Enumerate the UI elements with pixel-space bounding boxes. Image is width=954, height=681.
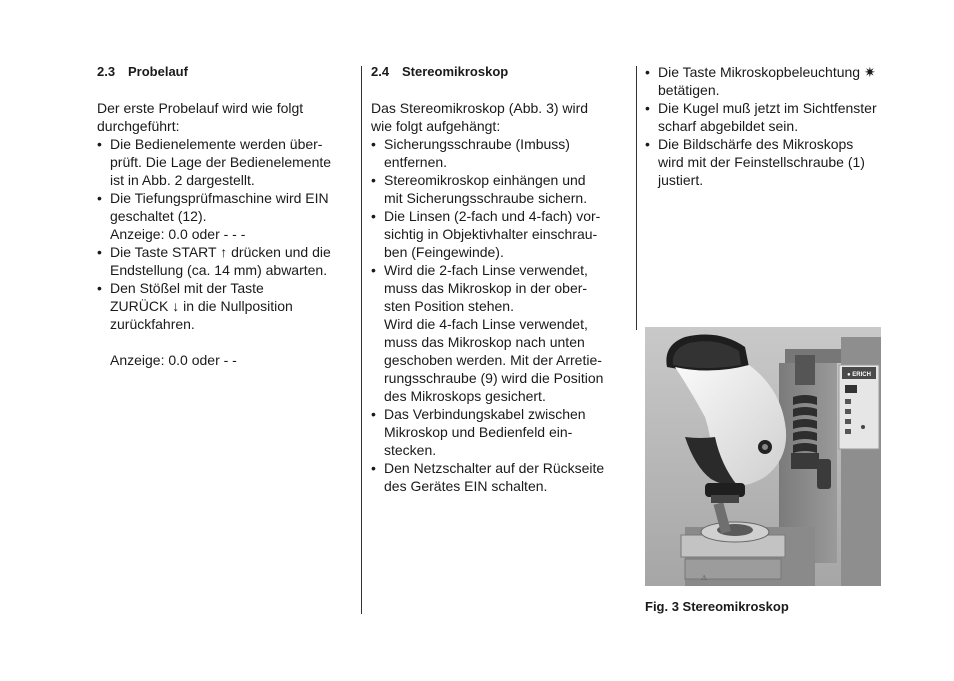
section-heading-stereomikroskop: 2.4 Stereomikroskop [371, 64, 509, 79]
column-stereomikroskop [371, 63, 623, 495]
section-heading-probelauf: 2.3 Probelauf [97, 64, 188, 79]
column-divider [636, 66, 637, 330]
list-item: • Die Taste START ↑ drücken und die Endstellung (ca. 14 mm) abwarten. [97, 244, 331, 278]
stereomicroscope-illustration [645, 327, 881, 586]
svg-text:⚠: ⚠ [701, 575, 708, 582]
list-item: • Die Linsen (2-fach und 4-fach) vor- sichtig in Objektivhalter einschrau- ben (Feingewinde). [371, 208, 601, 260]
brand-logo: ● ERICH [847, 372, 871, 378]
list-item: • Die Tiefungsprüfmaschine wird EIN geschaltet (12). Anzeige: 0.0 oder - - - [97, 190, 329, 242]
figure-caption: Fig. 3 Stereomikroskop [645, 599, 789, 614]
list-item: • Den Netzschalter auf der Rückseite des Gerätes EIN schalten. [371, 460, 605, 494]
column-probelauf [97, 63, 347, 369]
intro-paragraph: Das Stereomikroskop (Abb. 3) wird wie folgt aufgehängt: [371, 100, 589, 134]
list-item: • Die Kugel muß jetzt im Sichtfenster scharf abgebildet sein. [645, 100, 877, 134]
list-item: • Das Verbindungskabel zwischen Mikroskop und Bedienfeld ein- stecken. [371, 406, 586, 458]
list-item: • Die Taste Mikroskopbeleuchtung ✷ betätigen. [645, 64, 876, 98]
column-divider [361, 66, 362, 614]
list-item: • Stereomikroskop einhängen und mit Sicherungsschraube sichern. [371, 172, 588, 206]
list-item: • Sicherungsschraube (Imbuss) entfernen. [371, 136, 570, 170]
list-item: • Die Bildschärfe des Mikroskops wird mit der Feinstellschraube (1) justiert. [645, 136, 865, 188]
column-continued [645, 63, 895, 189]
display-note: Anzeige: 0.0 oder - - [110, 352, 237, 368]
list-item: • Den Stößel mit der Taste ZURÜCK ↓ in die Nullposition zurückfahren. [97, 280, 293, 332]
list-item: • Die Bedienelemente werden über- prüft. Die Lage der Bedienelemente ist in Abb. 2 dargestellt. [97, 136, 332, 188]
intro-paragraph: Der erste Probelauf wird wie folgt durchgeführt: [97, 100, 304, 134]
list-item: • Wird die 2-fach Linse verwendet, muss das Mikroskop in der ober- sten Position stehen. Wird die 4-fach Linse verwendet, muss das Mikroskop nach unten geschoben werden. Mit der Arretie- rungsschraube (9) wird die Position des Mikroskops gesichert. [371, 262, 604, 404]
stereomicroscope-photo [645, 327, 881, 586]
